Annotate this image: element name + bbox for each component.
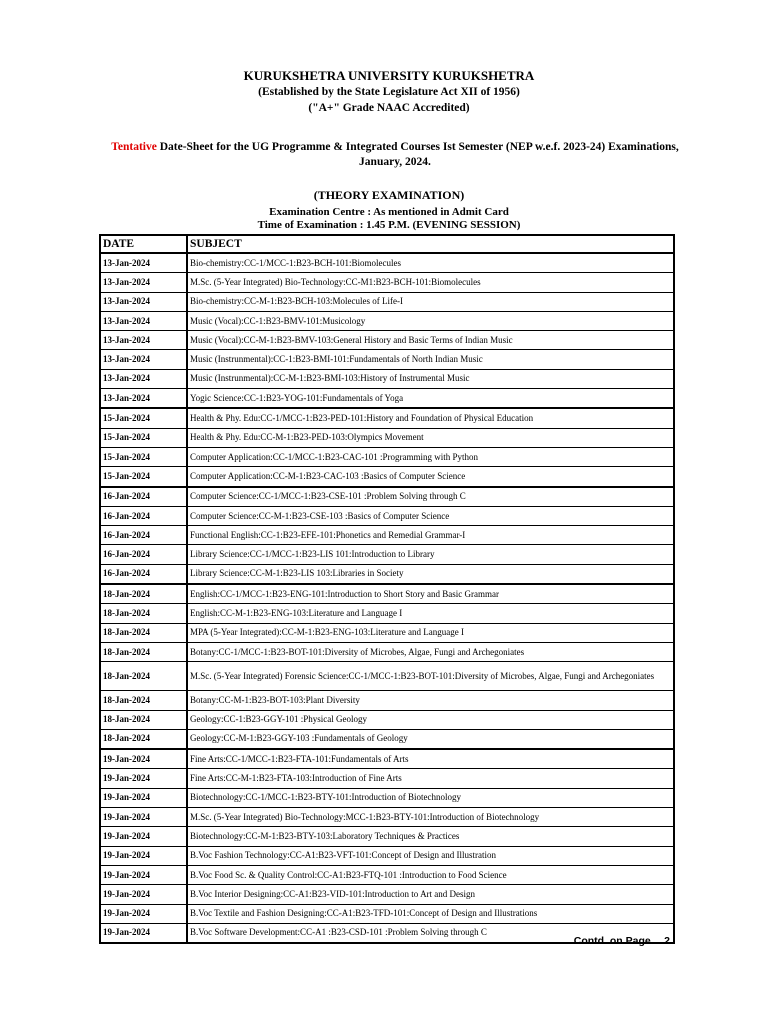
exam-date-cell: 13-Jan-2024 [100,350,187,369]
exam-date-cell: 18-Jan-2024 [100,642,187,661]
column-header-date: DATE [100,235,187,253]
datesheet-title-text: Date-Sheet for the UG Programme & Integrated Courses Ist Semester (NEP w.e.f. 2023-24) Examinations, January, 2024. [156,141,679,168]
exam-date-cell: 18-Jan-2024 [100,662,187,691]
table-row [100,331,674,350]
subject-cell: Music (Vocal):CC-M-1:B23-BMV-103:General History and Basic Terms of Indian Music [187,331,674,350]
exam-date-cell: 15-Jan-2024 [100,447,187,466]
exam-date-cell: 18-Jan-2024 [100,710,187,729]
exam-type: (THEORY EXAMINATION) [313,188,465,202]
exam-date-cell: 13-Jan-2024 [100,273,187,292]
table-row [100,865,674,884]
exam-date-cell: 16-Jan-2024 [100,526,187,545]
subject-cell: Computer Application:CC-M-1:B23-CAC-103 :Basics of Computer Science [187,467,674,487]
exam-date-cell: 19-Jan-2024 [100,923,187,943]
exam-centre: Examination Centre : As mentioned in Admit Card [269,206,509,218]
exam-date-cell: 19-Jan-2024 [100,769,187,788]
column-header-subject: SUBJECT [187,235,674,253]
exam-date-cell: 13-Jan-2024 [100,292,187,311]
subject-cell: English:CC-M-1:B23-ENG-103:Literature and Language I [187,604,674,623]
subject-cell: Library Science:CC-1/MCC-1:B23-LIS 101:Introduction to Library [187,545,674,564]
subject-cell: Fine Arts:CC-1/MCC-1:B23-FTA-101:Fundamentals of Arts [187,749,674,769]
subject-cell: MPA (5-Year Integrated):CC-M-1:B23-ENG-103:Literature and Language I [187,623,674,642]
subject-cell: Botany:CC-1/MCC-1:B23-BOT-101:Diversity of Microbes, Algae, Fungi and Archegoniates [187,642,674,661]
accreditation-line: ("A+" Grade NAAC Accredited) [308,102,470,114]
table-row [100,729,674,749]
table-row [100,311,674,330]
subject-cell: Bio-chemistry:CC-1/MCC-1:B23-BCH-101:Biomolecules [187,253,674,273]
subject-cell: B.Voc Fashion Technology:CC-A1:B23-VFT-101:Concept of Design and Illustration [187,846,674,865]
tentative-label: Tentative [111,141,157,153]
subject-cell: Biotechnology:CC-1/MCC-1:B23-BTY-101:Introduction of Biotechnology [187,788,674,807]
subject-cell: M.Sc. (5-Year Integrated) Bio-Technology:MCC-1:B23-BTY-101:Introduction of Biotechnology [187,808,674,827]
exam-date-cell: 19-Jan-2024 [100,885,187,904]
table-row [100,788,674,807]
table-row [100,691,674,710]
table-row [100,545,674,564]
subject-cell: Music (Instrunmental):CC-M-1:B23-BMI-103:History of Instrumental Music [187,369,674,388]
table-row [100,467,674,487]
exam-date-cell: 16-Jan-2024 [100,545,187,564]
table-row [100,710,674,729]
exam-date-cell: 19-Jan-2024 [100,904,187,923]
table-row [100,642,674,661]
subject-cell: B.Voc Food Sc. & Quality Control:CC-A1:B23-FTQ-101 :Introduction to Food Science [187,865,674,884]
exam-date-cell: 19-Jan-2024 [100,788,187,807]
table-row [100,487,674,507]
subject-cell: Fine Arts:CC-M-1:B23-FTA-103:Introduction of Fine Arts [187,769,674,788]
table-row [100,389,674,409]
exam-date-cell: 19-Jan-2024 [100,808,187,827]
table-row [100,350,674,369]
subject-cell: B.Voc Software Development:CC-A1 :B23-CSD-101 :Problem Solving through C [187,923,674,943]
subject-cell: Yogic Science:CC-1:B23-YOG-101:Fundamentals of Yoga [187,389,674,409]
subject-cell: B.Voc Interior Designing:CC-A1:B23-VID-101:Introduction to Art and Design [187,885,674,904]
exam-date-cell: 19-Jan-2024 [100,827,187,846]
table-row [100,253,674,273]
table-row [100,369,674,388]
subject-cell: Music (Vocal):CC-1:B23-BMV-101:Musicology [187,311,674,330]
table-row [100,623,674,642]
exam-date-cell: 15-Jan-2024 [100,408,187,428]
subject-cell: Bio-chemistry:CC-M-1:B23-BCH-103:Molecules of Life-I [187,292,674,311]
table-row [100,769,674,788]
subject-cell: M.Sc. (5-Year Integrated) Bio-Technology:CC-M1:B23-BCH-101:Biomolecules [187,273,674,292]
table-row [100,526,674,545]
table-row [100,749,674,769]
subject-cell: Health & Phy. Edu:CC-M-1:B23-PED-103:Olympics Movement [187,428,674,447]
table-header-row [100,235,674,253]
established-line: (Established by the State Legislature Act XII of 1956) [258,86,520,98]
table-row [100,584,674,604]
exam-date-cell: 18-Jan-2024 [100,604,187,623]
subject-cell: Computer Application:CC-1/MCC-1:B23-CAC-101 :Programming with Python [187,447,674,466]
subject-cell: Botany:CC-M-1:B23-BOT-103:Plant Diversity [187,691,674,710]
subject-cell: B.Voc Textile and Fashion Designing:CC-A1:B23-TFD-101:Concept of Design and Illustrations [187,904,674,923]
table-row [100,904,674,923]
table-row [100,447,674,466]
exam-date-cell: 13-Jan-2024 [100,369,187,388]
exam-date-cell: 19-Jan-2024 [100,865,187,884]
table-row [100,885,674,904]
exam-date-cell: 13-Jan-2024 [100,253,187,273]
subject-cell: Computer Science:CC-M-1:B23-CSE-103 :Basics of Computer Science [187,506,674,525]
exam-date-cell: 15-Jan-2024 [100,467,187,487]
exam-date-cell: 18-Jan-2024 [100,729,187,749]
exam-date-cell: 18-Jan-2024 [100,623,187,642]
subject-cell: Geology:CC-1:B23-GGY-101 :Physical Geology [187,710,674,729]
table-row [100,408,674,428]
subject-cell: Health & Phy. Edu:CC-1/MCC-1:B23-PED-101:History and Foundation of Physical Education [187,408,674,428]
subject-cell: Functional English:CC-1:B23-EFE-101:Phonetics and Remedial Grammar-I [187,526,674,545]
table-row [100,292,674,311]
exam-date-cell: 16-Jan-2024 [100,506,187,525]
exam-date-cell: 13-Jan-2024 [100,311,187,330]
exam-date-cell: 16-Jan-2024 [100,564,187,584]
subject-cell: English:CC-1/MCC-1:B23-ENG-101:Introduction to Short Story and Basic Grammar [187,584,674,604]
table-row [100,273,674,292]
exam-date-cell: 18-Jan-2024 [100,691,187,710]
exam-date-cell: 19-Jan-2024 [100,749,187,769]
table-row [100,604,674,623]
subject-cell: M.Sc. (5-Year Integrated) Forensic Science:CC-1/MCC-1:B23-BOT-101:Diversity of Microbes, Algae, Fungi and Archegoniates [187,662,674,691]
subject-cell: Biotechnology:CC-M-1:B23-BTY-103:Laboratory Techniques & Practices [187,827,674,846]
exam-date-cell: 19-Jan-2024 [100,846,187,865]
table-row [100,506,674,525]
exam-date-cell: 16-Jan-2024 [100,487,187,507]
subject-cell: Music (Instrunmental):CC-1:B23-BMI-101:Fundamentals of North Indian Music [187,350,674,369]
table-row [100,428,674,447]
university-title: KURUKSHETRA UNIVERSITY KURUKSHETRA [243,68,535,83]
exam-date-cell: 15-Jan-2024 [100,428,187,447]
table-row [100,808,674,827]
datesheet-table [99,234,675,944]
exam-time: Time of Examination : 1.45 P.M. (EVENING SESSION) [257,219,521,231]
subject-cell: Computer Science:CC-1/MCC-1:B23-CSE-101 :Problem Solving through C [187,487,674,507]
exam-date-cell: 18-Jan-2024 [100,584,187,604]
subject-cell: Library Science:CC-M-1:B23-LIS 103:Libraries in Society [187,564,674,584]
table-body [100,253,674,943]
exam-date-cell: 13-Jan-2024 [100,389,187,409]
table-row [100,662,674,691]
table-row [100,564,674,584]
table-row [100,846,674,865]
table-row [100,827,674,846]
continued-note: Contd. on Page….2 [573,935,670,947]
exam-date-cell: 13-Jan-2024 [100,331,187,350]
subject-cell: Geology:CC-M-1:B23-GGY-103 :Fundamentals of Geology [187,729,674,749]
datesheet-title [100,140,690,170]
